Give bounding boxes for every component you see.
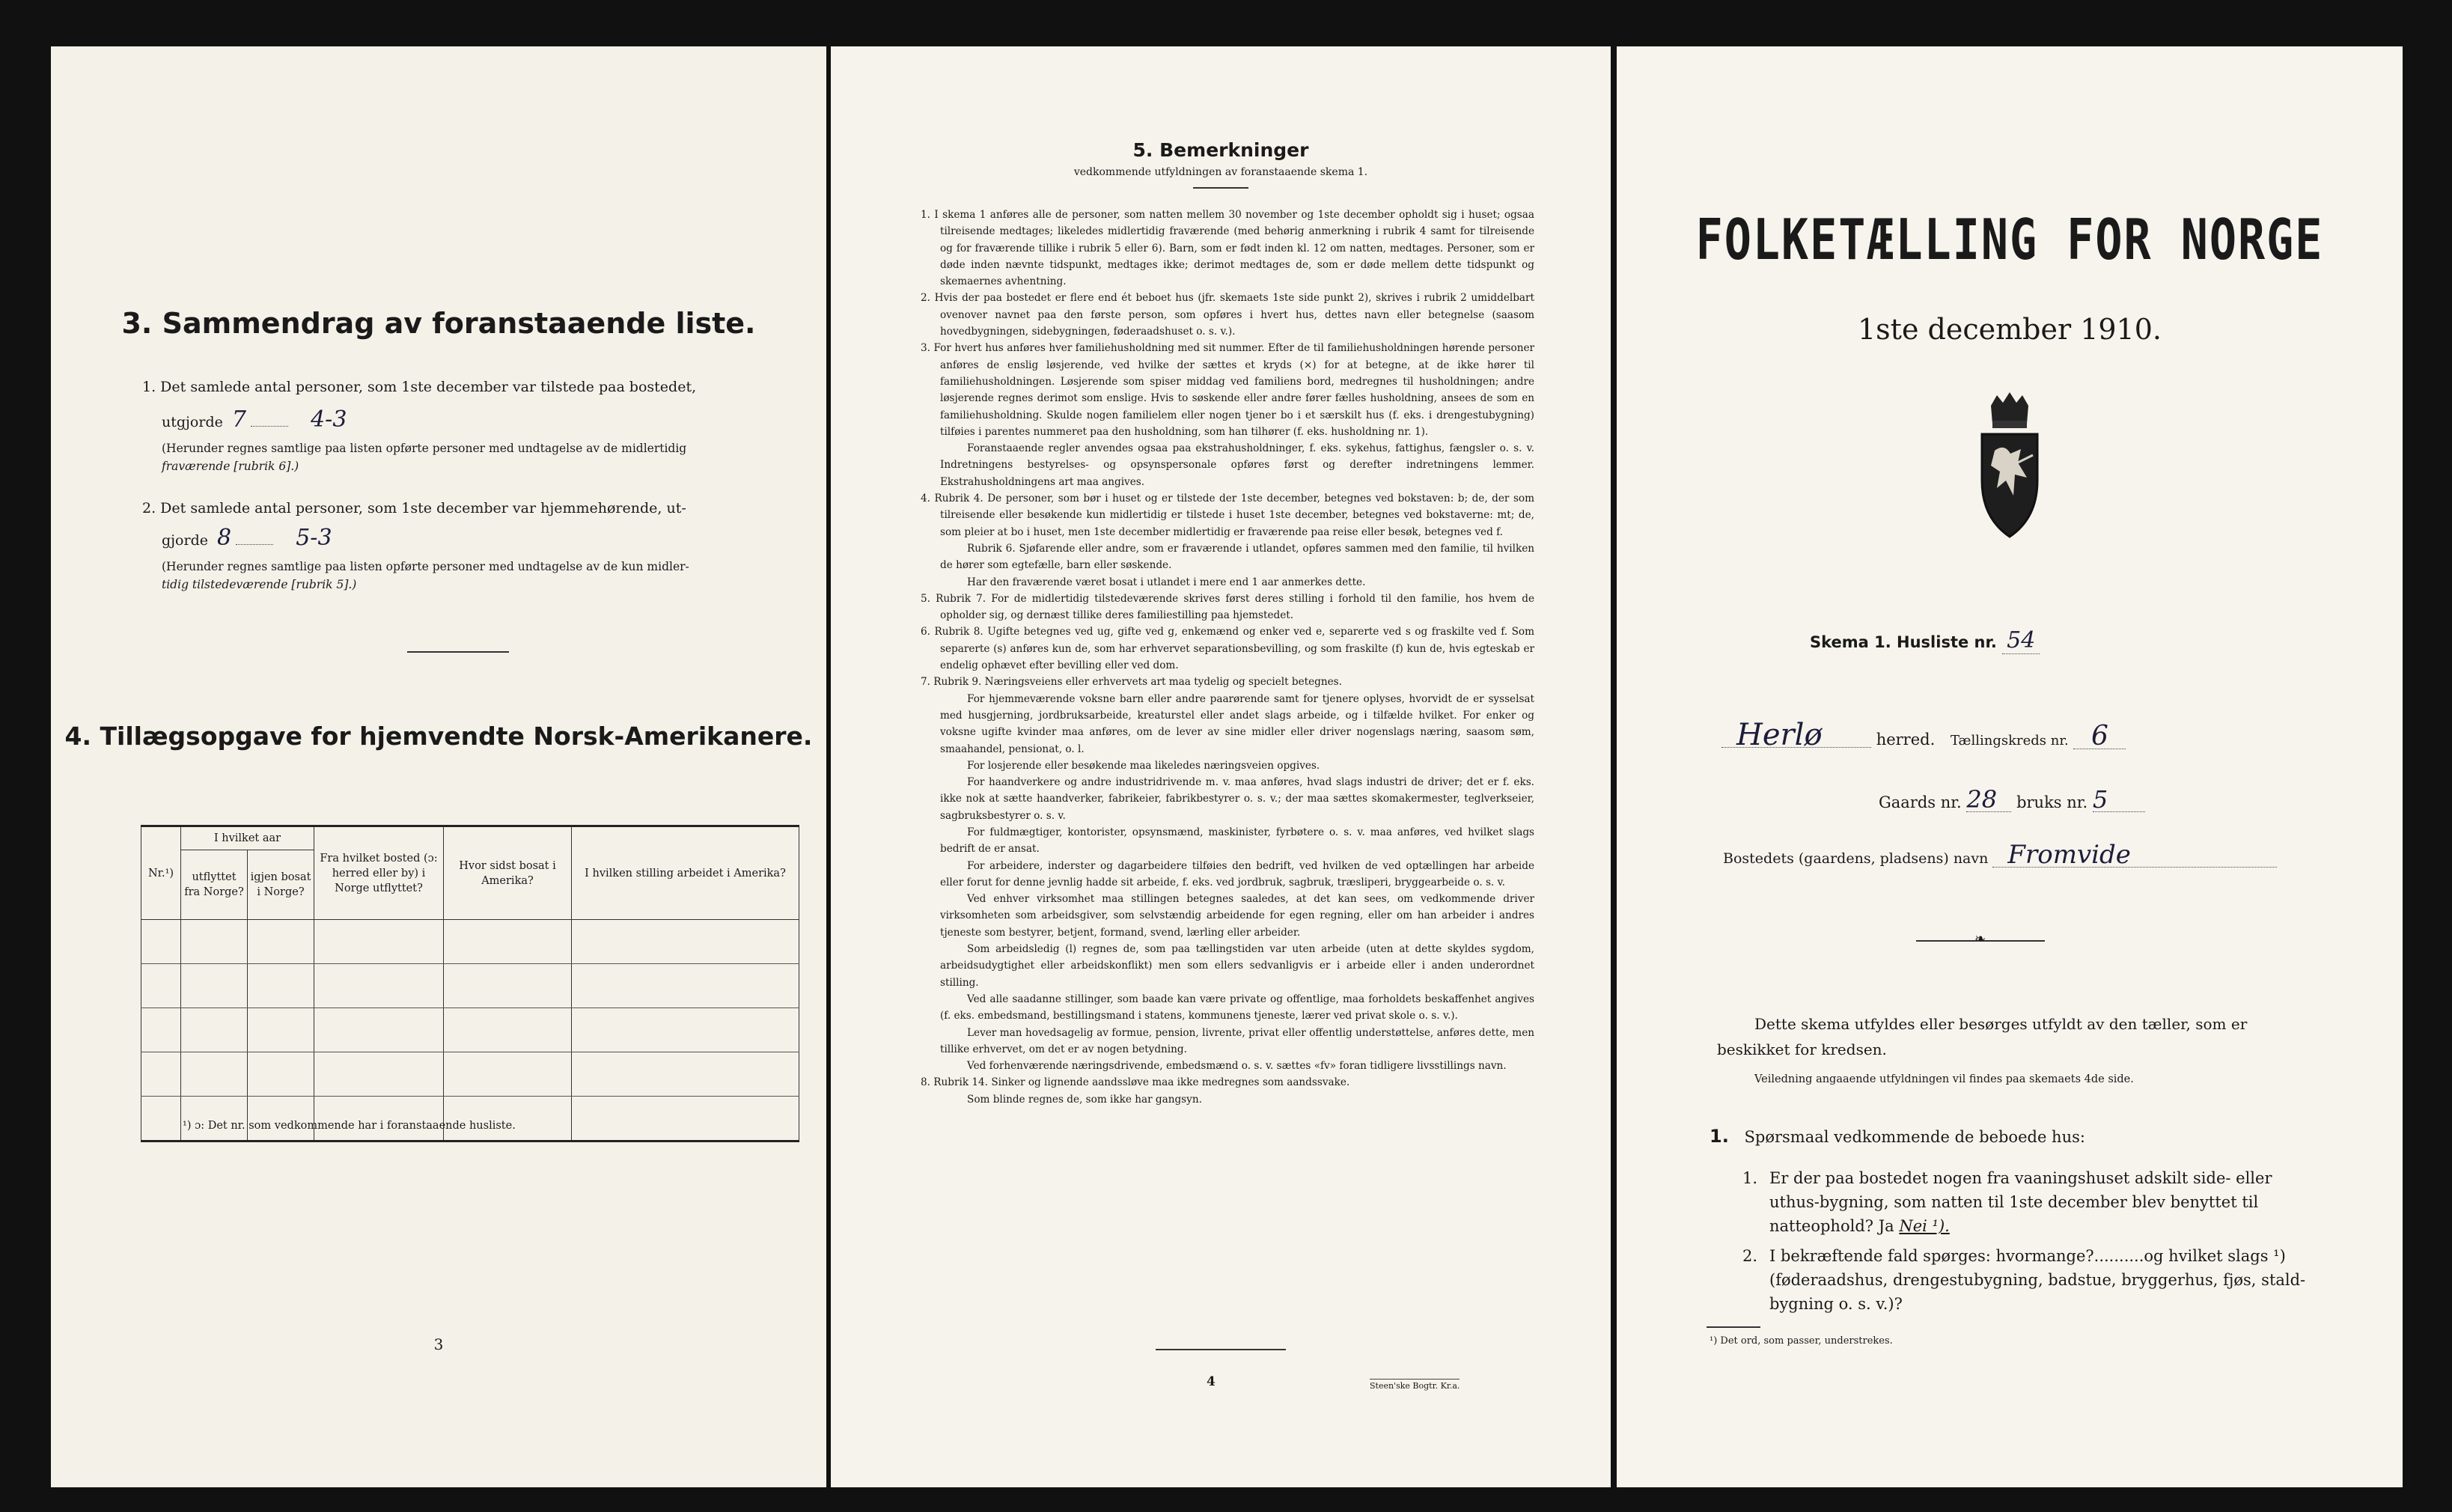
- q1-nei-underlined: Nei ¹).: [1899, 1217, 1950, 1235]
- col-utflyttet: utflyttet fra Norge?: [181, 850, 248, 920]
- bemerkninger-subtitle: vedkommende utfyldningen av foranstaaende skema 1.: [1073, 166, 1368, 178]
- bemerkninger-notes: [921, 207, 1534, 1108]
- bosted-row: [1723, 840, 2277, 871]
- note-8: 8. Rubrik 14. Sinker og lignende aandssløve maa ikke medregnes som aandssvake.: [921, 1076, 1350, 1089]
- note-3: 3. For hvert hus anføres hver familiehusholdning med sit nummer. Efter de til familiehusholdningen hørende personer anføres de enslig løsjerende, ved hvilke der sættes et kryds (×) for at betegne, at de ikke hører til familiehusholdningen. Løsjerende som spiser middag ved familiens bord, medregnes til husholdningen; andre løsjerende regnes derimot som enslige. Hvis to søskende eller andre fører fælles husholdning, ansees de som en familiehusholdning. Skulde nogen familielem eller nogen tjener bo i et særskilt hus (f. eks. i drengestubygning) tilføies i parentes nummeret paa den husholdning, som han tilhører (f. eks. husholdning nr. 1).: [921, 342, 1534, 438]
- gaards-handwritten: 28: [1966, 787, 2011, 812]
- page3-footnote: ¹) Det ord, som passer, understrekes.: [1710, 1335, 1893, 1347]
- bosted-handwritten: Fromvide: [1992, 843, 2277, 868]
- item1-handwritten-count: 7: [231, 406, 246, 433]
- ornament-icon: ❧: [1974, 931, 1986, 947]
- note-3-ekstra: Foranstaaende regler anvendes ogsaa paa ekstrahusholdninger, f. eks. sykehus, fattighus, fængsler o. s. v. Indretningens bestyrelses- og opsynspersonale opføres først og derefter indretningens lemmer. Ekstrahusholdningens art maa angives.: [940, 442, 1534, 488]
- section-4-title: 4. Tillægsopgave for hjemvendte Norsk-Amerikanere.: [64, 722, 813, 751]
- question-2: 2. I bekræftende fald spørges: hvormange?..........og hvilket slags ¹) (føderaadshus, drengestubygning, badstue, bryggerhus, fjøs, stald- bygning o. s. v.)?: [1742, 1244, 2386, 1316]
- item1-line1: 1. Det samlede antal personer, som 1ste december var tilstede paa bostedet,: [142, 379, 697, 395]
- instruction-line1: Dette skema utfyldes eller besørges utfyldt av den tæller, som er: [1754, 1015, 2248, 1033]
- title-rule: [1193, 187, 1248, 189]
- printer-mark: Steen'ske Bogtr. Kr.a.: [1370, 1379, 1460, 1391]
- bosted-label: Bostedets (gaardens, pladsens) navn: [1723, 850, 1989, 867]
- q1-line2: uthus-bygning, som natten til 1ste december blev benyttet til: [1769, 1193, 2259, 1211]
- item1-handwritten-split: 4-3: [311, 406, 347, 433]
- norwegian-coat-of-arms-icon: [1968, 391, 2051, 540]
- table-footnote: ¹) ɔ: Det nr. som vedkommende har i foranstaaende husliste.: [183, 1120, 516, 1132]
- note-7-arbeidsledig: Som arbeidsledig (l) regnes de, som paa tællingstiden var uten arbeide (uten at dette skyldes sygdom, arbeidsudygtighet eller arbeidskonflikt) men som ellers sedvanligvis er i arbeide eller i anden underordnet stilling.: [940, 943, 1534, 989]
- col-stilling: I hvilken stilling arbeidet i Amerika?: [572, 826, 799, 920]
- item2-line1: 2. Det samlede antal personer, som 1ste december var hjemmehørende, ut-: [142, 500, 686, 516]
- note-7-offentlige: Ved alle saadanne stillinger, som baade kan være private og offentlige, maa forholdets beskaffenhet angives (f. eks. embedsmand, bestillingsmand i statens, kommunens tjeneste, lærer ved privat skole o. s. v.).: [940, 993, 1534, 1022]
- note-7-hjemme: For hjemmeværende voksne barn eller andre paarørende samt for tjenere oplyses, hvorvidt de er sysselsat med husgjerning, jordbruksarbeide, kreaturstel eller andet slags arbeide, og i tilfælde hvilket. For enker og voksne ugifte kvinder maa anføres, om de lever av sine midler eller driver nogenslags næring, saasom søm, smaahandel, pensionat, o. l.: [940, 692, 1534, 755]
- item2-handwritten-split: 5-3: [296, 525, 332, 551]
- item2-gjorde-label: gjorde: [162, 532, 208, 549]
- note-2: 2. Hvis der paa bostedet er flere end ét beboet hus (jfr. skemaets 1ste side punkt 2), skrives i rubrik 2 umiddelbart ovenover navnet paa den første person, som opføres i hvert hus, dettes navn eller betegnelse (saasom hovedbygningen, sidebygningen, føderaadshuset o. s. v.).: [921, 292, 1534, 338]
- note-7: 7. Rubrik 9. Næringsveiens eller erhvervets art maa tydelig og specielt betegnes.: [921, 676, 1342, 689]
- question-1: 1. Er der paa bostedet nogen fra vaaningshuset adskilt side- eller uthus-bygning, som natten til 1ste december blev benyttet til natteophold? Ja Nei ¹).: [1742, 1166, 2386, 1238]
- question-heading-row: 1. Spørsmaal vedkommende de beboede hus:: [1710, 1126, 2085, 1147]
- page-sammendrag: [51, 46, 826, 1487]
- herred-handwritten: Herlø: [1721, 723, 1871, 748]
- page-number: 4: [1207, 1374, 1216, 1389]
- q2-line3: bygning o. s. v.)?: [1769, 1295, 1903, 1313]
- bemerkninger-title: 5. Bemerkninger: [1132, 139, 1309, 161]
- item2-handwritten-count: 8: [217, 525, 232, 551]
- item1-utgjorde-row: [162, 406, 347, 433]
- page-forside: [1617, 46, 2403, 1487]
- q2-line2: (føderaadshus, drengestubygning, badstue, bryggerhus, fjøs, stald-: [1769, 1271, 2306, 1289]
- table-row: [141, 964, 799, 1008]
- note-1: 1. I skema 1 anføres alle de personer, som natten mellem 30 november og 1ste december opholdt sig i huset; ogsaa tilreisende medtages; likeledes midlertidig fraværende (med behørig anmerkning i rubrik 4 samt for tilreisende og for fraværende tillike i rubrik 5 eller 6). Barn, som er født inden kl. 12 om natten, medtages. Personer, som er døde inden nævnte tidspunkt, medtages ikke; derimot medtages de, som er døde mellem dette tidspunkt og skemaernes avhentning.: [921, 209, 1534, 288]
- norsk-amerikanere-table: [141, 825, 799, 1142]
- folketaelling-title: FOLKETÆLLING FOR NORGE: [1695, 207, 2324, 273]
- skema-label: Skema 1. Husliste nr.: [1810, 633, 1997, 651]
- item2-gjorde-row: [162, 527, 332, 552]
- note-7-formue: Lever man hovedsagelig av formue, pension, livrente, privat eller offentlig understøttelse, anføres dette, men tillike erhvervet, om det er av nogen betydning.: [940, 1026, 1534, 1055]
- item2-note2: tidig tilstedeværende [rubrik 5].): [162, 578, 357, 591]
- col-hvor-bosat: Hvor sidst bosat i Amerika?: [444, 826, 572, 920]
- krets-handwritten: 6: [2073, 725, 2126, 749]
- table-row: [141, 1097, 799, 1141]
- col-igjen-bosat: igjen bosat i Norge?: [248, 850, 314, 920]
- item1-utgjorde-label: utgjorde: [162, 414, 223, 430]
- page-bemerkninger: [831, 46, 1611, 1487]
- instruction-small: Veiledning angaaende utfyldningen vil findes paa skemaets 4de side.: [1754, 1073, 2134, 1085]
- table-row: [141, 1052, 799, 1097]
- skema-row: [1810, 629, 2040, 654]
- note-8-blinde: Som blinde regnes de, som ikke har gangsyn.: [967, 1093, 1202, 1106]
- separator-rule: [407, 651, 509, 653]
- note-4-bosat: Har den fraværende været bosat i utlandet i mere end 1 aar anmerkes dette.: [967, 576, 1366, 588]
- note-7-losjerende: For losjerende eller besøkende maa likeledes næringsveien opgives.: [967, 759, 1320, 772]
- q1-line3: natteophold? Ja: [1769, 1217, 1894, 1235]
- item1-note1: (Herunder regnes samtlige paa listen opførte personer med undtagelse av de midlertidig: [162, 442, 687, 455]
- note-7-arbeidere: For arbeidere, inderster og dagarbeidere tilføies den bedrift, ved hvilken de ved optællingen har arbeide eller forut for denne jevnlig hadde sit arbeide, f. eks. ved jordbruk, sagbruk, træsliperi, bryggearbeide o. s. v.: [940, 859, 1534, 888]
- item1-note2: fraværende [rubrik 6].): [162, 460, 299, 473]
- q2-line1: I bekræftende fald spørges: hvormange?..........og hvilket slags ¹): [1769, 1247, 2286, 1265]
- table-row: [141, 1008, 799, 1052]
- census-date: 1ste december 1910.: [1858, 313, 2162, 346]
- note-4-rubrik6: Rubrik 6. Sjøfarende eller andre, som er fraværende i utlandet, opføres sammen med den familie, til hvilken de hører som egtefælle, barn eller søskende.: [940, 542, 1534, 572]
- krets-label: Tællingskreds nr.: [1950, 733, 2069, 749]
- col-fra-bosted: Fra hvilket bosted (ɔ: herred eller by) i Norge utflyttet?: [314, 826, 444, 920]
- note-7-virksomhet: Ved enhver virksomhet maa stillingen betegnes saaledes, at det kan sees, om vedkommende driver virksomheten som arbeidsgiver, som selvstændig arbeidende for egen regning, eller om han arbeider i andres tjeneste som bestyrer, betjent, formand, svend, lærling eller arbeider.: [940, 893, 1534, 939]
- item2-note1: (Herunder regnes samtlige paa listen opførte personer med undtagelse av de kun midler-: [162, 560, 689, 573]
- page-number: 3: [433, 1335, 444, 1353]
- q1-line1: Er der paa bostedet nogen fra vaaningshuset adskilt side- eller: [1769, 1169, 2272, 1187]
- note-5: 5. Rubrik 7. For de midlertidig tilstedeværende skrives først deres stilling i forhold til den familie, hos hvem de opholder sig, og dernæst tillike deres familiestilling paa hjemstedet.: [921, 592, 1534, 622]
- section-3-title: 3. Sammendrag av foranstaaende liste.: [121, 307, 756, 340]
- note-7-forhenvaerende: Ved forhenværende næringsdrivende, embedsmænd o. s. v. sættes «fv» foran tidligere livsstillings navn.: [967, 1060, 1507, 1073]
- bruks-handwritten: 5: [2093, 787, 2145, 812]
- bruks-label: bruks nr.: [2016, 793, 2088, 811]
- table-row: [141, 920, 799, 964]
- footnote-rule: [1707, 1326, 1760, 1328]
- col-group-aar: I hvilket aar: [181, 826, 314, 850]
- herred-label: herred.: [1876, 731, 1936, 749]
- gaards-row: [1879, 787, 2145, 814]
- note-7-fuldmaegtiger: For fuldmægtiger, kontorister, opsynsmænd, maskinister, fyrbøtere o. s. v. maa anføres, ved hvilket slags bedrift de er ansat.: [940, 826, 1534, 856]
- husliste-nr-handwritten: 54: [2002, 627, 2040, 654]
- question-heading: Spørsmaal vedkommende de beboede hus:: [1744, 1128, 2085, 1146]
- herred-row: [1721, 718, 2395, 753]
- instruction-line2: beskikket for kredsen.: [1717, 1040, 1887, 1058]
- note-7-haandverkere: For haandverkere og andre industridrivende m. v. maa anføres, hvad slags industri de driver; det er f. eks. ikke nok at sætte haandverker, fabrikeier, fabrikbestyrer o. s. v.; der maa sættes skomakermester, teglverkseier, sagbruksbestyrer o. s. v.: [940, 776, 1534, 822]
- end-rule: [1156, 1349, 1286, 1350]
- col-nr: Nr.¹): [141, 826, 181, 920]
- note-4: 4. Rubrik 4. De personer, som bør i huset og er tilstede der 1ste december, betegnes ved bokstaven: b; de, der som tilreisende eller besøkende kun midlertidig er tilstede i huset 1ste december, betegnes ved bokstaverne: mt; de, som pleier at bo i huset, men 1ste december midlertidig er fraværende paa reise eller besøk, betegnes ved f.: [921, 493, 1534, 538]
- gaards-label: Gaards nr.: [1879, 793, 1962, 811]
- note-6: 6. Rubrik 8. Ugifte betegnes ved ug, gifte ved g, enkemænd og enker ved e, separerte ved s og fraskilte ved f. Som separerte (s) anføres kun de, som har erhvervet separationsbevilling, og som fraskilte (f) kun de, hvis egteskab er endelig ophævet efter bevilling eller ved dom.: [921, 626, 1534, 672]
